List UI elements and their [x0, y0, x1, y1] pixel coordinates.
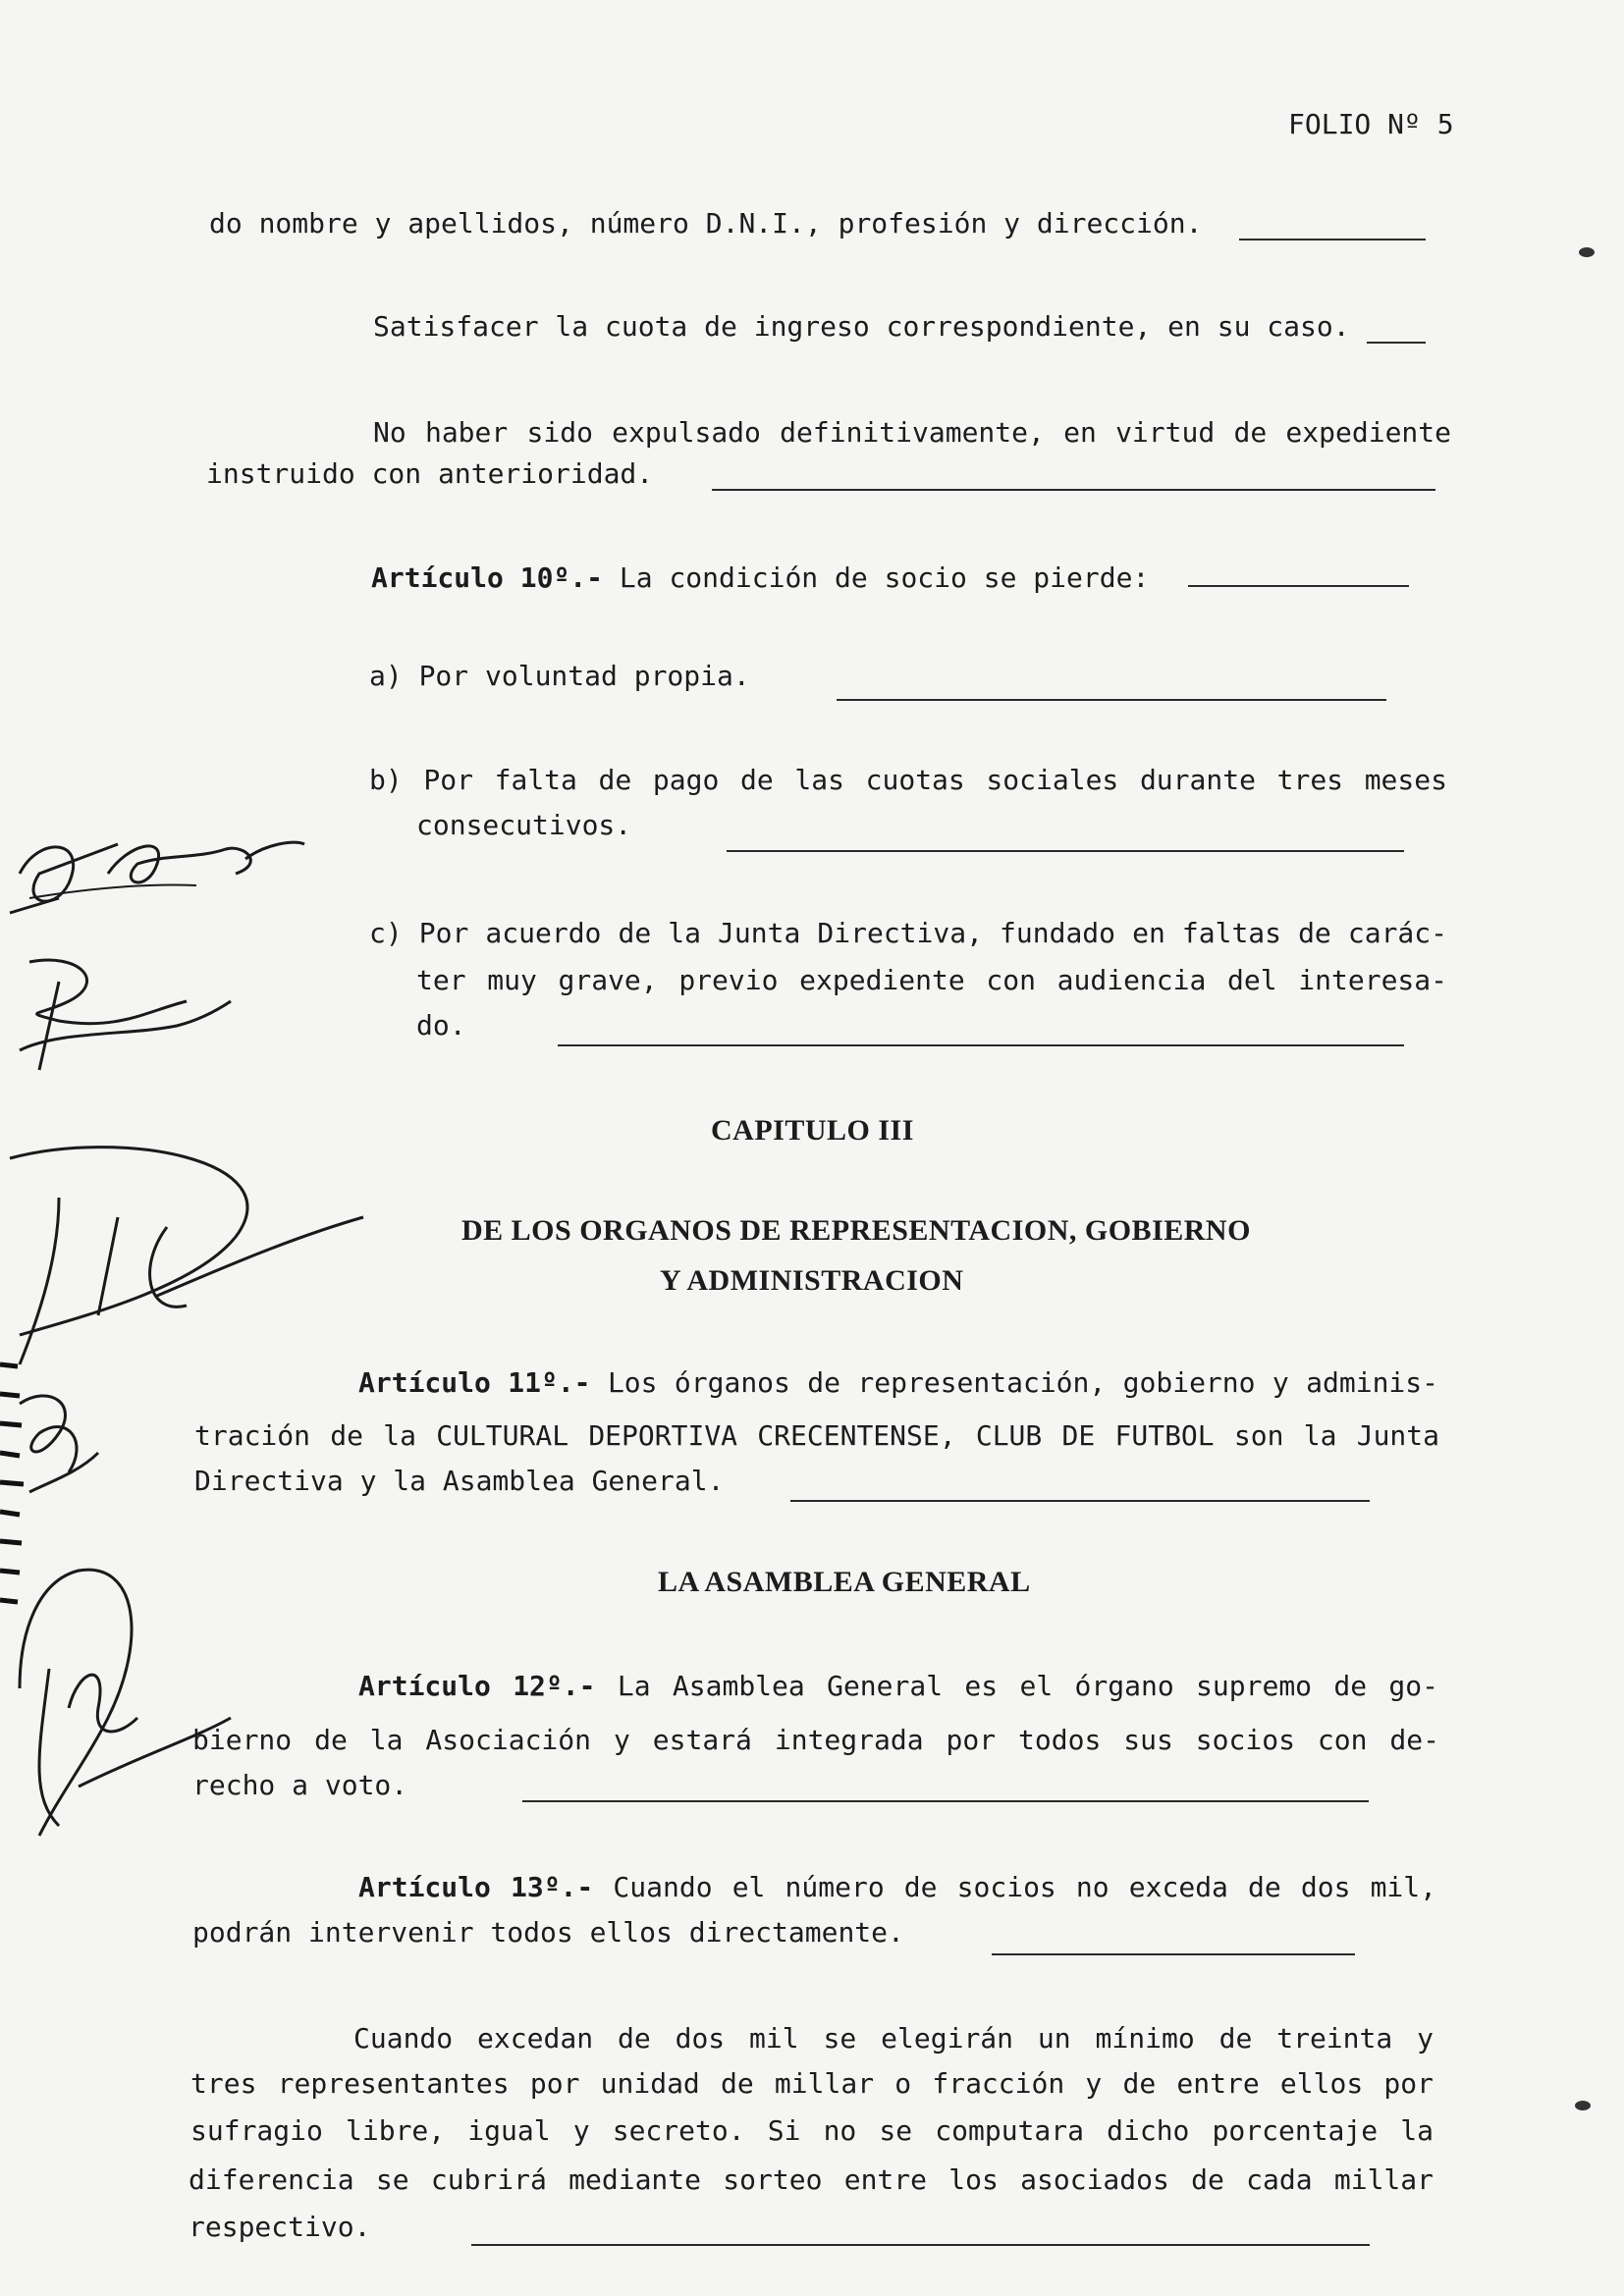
text-line: recho a voto.: [192, 1769, 408, 1801]
article-10-label: Artículo 10º.-: [371, 561, 604, 594]
article-13: [358, 1865, 1436, 1910]
paragraph-line: sufragio libre, igual y secreto. Si no se computara dicho porcentaje la: [190, 2114, 1434, 2147]
article-11-label: Artículo 11º.-: [358, 1366, 591, 1399]
ink-speck: [1575, 2101, 1591, 2110]
article-12: [358, 1664, 1438, 1709]
paragraph-line: respectivo.: [189, 2211, 371, 2243]
list-item-b-cont: consecutivos.: [416, 809, 632, 841]
folio-number: FOLIO Nº 5: [1288, 108, 1454, 140]
fill-line: [837, 699, 1386, 701]
chapter-title-line-1: DE LOS ORGANOS DE REPRESENTACION, GOBIERNO: [461, 1214, 1251, 1247]
text-line: bierno de la Asociación y estará integrada por todos sus socios con de-: [192, 1724, 1439, 1756]
article-12-label: Artículo 12º.-: [358, 1670, 596, 1702]
article-13-label: Artículo 13º.-: [358, 1871, 594, 1903]
text-line: No haber sido expulsado definitivamente, en virtud de expediente: [373, 416, 1451, 449]
article-12-text: La Asamblea General es el órgano supremo de go-: [617, 1670, 1438, 1702]
signature-5: [0, 1551, 236, 1845]
article-10-text: La condición de socio se pierde:: [619, 561, 1150, 594]
fill-line: [1367, 342, 1426, 344]
list-item-b: b) Por falta de pago de las cuotas sociales durante tres meses: [369, 764, 1447, 796]
text-line: podrán intervenir todos ellos directamente.: [192, 1916, 904, 1949]
article-11: [358, 1361, 1438, 1406]
list-item-c-cont: do.: [416, 1009, 466, 1041]
chapter-title-line-2: Y ADMINISTRACION: [660, 1264, 964, 1297]
article-10: [371, 556, 1149, 601]
fill-line: [1188, 585, 1409, 587]
binding-marks: [0, 1355, 29, 1610]
section-heading: LA ASAMBLEA GENERAL: [658, 1566, 1031, 1598]
fill-line: [727, 850, 1404, 852]
article-13-text: Cuando el número de socios no exceda de dos mil,: [613, 1871, 1437, 1903]
fill-line: [992, 1953, 1355, 1955]
signature-3: [0, 1119, 373, 1374]
fill-line: [712, 489, 1435, 491]
list-item-c-cont: ter muy grave, previo expediente con audiencia del interesa-: [416, 964, 1447, 996]
signature-1: [0, 805, 314, 933]
ink-speck: [1579, 247, 1595, 257]
text-line: Satisfacer la cuota de ingreso correspondiente, en su caso.: [373, 310, 1350, 343]
list-item-a: a) Por voluntad propia.: [369, 660, 750, 692]
fill-line: [1239, 239, 1426, 240]
chapter-heading: CAPITULO III: [711, 1114, 914, 1147]
signature-2: [0, 942, 236, 1090]
paragraph-line: tres representantes por unidad de millar o fracción y de entre ellos por: [190, 2067, 1434, 2100]
article-11-text: Los órganos de representación, gobierno y adminis-: [607, 1366, 1438, 1399]
fill-line: [522, 1800, 1369, 1802]
list-item-c: c) Por acuerdo de la Junta Directiva, fundado en faltas de carác-: [369, 917, 1447, 949]
fill-line: [790, 1500, 1370, 1502]
paragraph-line: diferencia se cubrirá mediante sorteo entre los asociados de cada millar: [189, 2163, 1434, 2196]
fill-line: [558, 1044, 1404, 1046]
text-line: instruido con anterioridad.: [206, 457, 654, 490]
paragraph-line: Cuando excedan de dos mil se elegirán un mínimo de treinta y: [353, 2022, 1434, 2055]
text-line: do nombre y apellidos, número D.N.I., profesión y dirección.: [209, 207, 1203, 240]
text-line: Directiva y la Asamblea General.: [194, 1465, 725, 1497]
text-line: tración de la CULTURAL DEPORTIVA CRECENTENSE, CLUB DE FUTBOL son la Junta: [194, 1419, 1439, 1452]
fill-line: [471, 2244, 1370, 2246]
